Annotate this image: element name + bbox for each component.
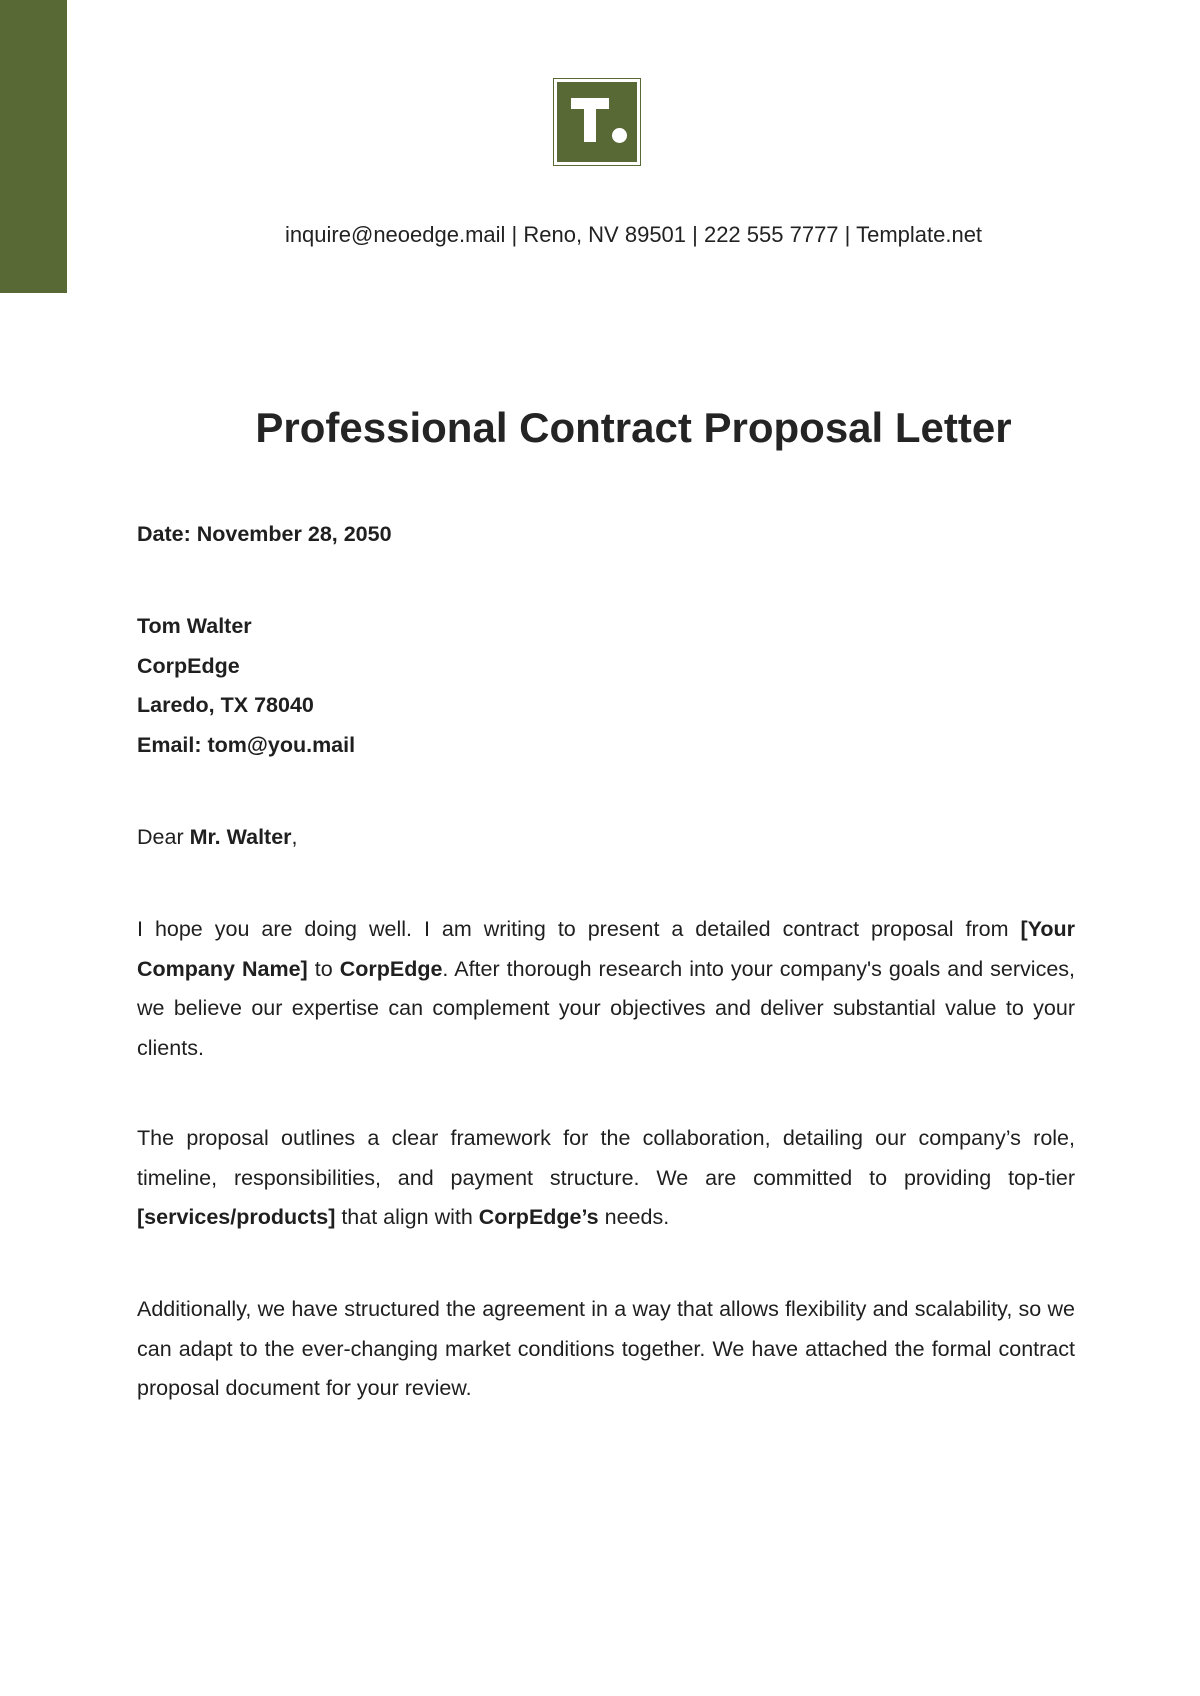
recipient-company-mention: CorpEdge’s — [478, 1205, 599, 1230]
recipient-name: Tom Walter — [137, 614, 252, 638]
body-paragraph-1 — [137, 910, 1075, 1068]
paragraph-text: to — [307, 956, 340, 981]
recipient-address: Laredo, TX 78040 — [137, 693, 314, 718]
template-logo-icon — [553, 78, 641, 166]
placeholder-services-products: [services/products] — [137, 1205, 336, 1230]
paragraph-text: Additionally, we have structured the agreement in a way that allows flexibility and scalability, so we can adapt to the ever-changing market conditions together. We have attached the formal contract proposal document for your review. — [137, 1297, 1075, 1401]
salutation-name: Mr. Walter — [189, 825, 292, 849]
logo-mark — [557, 82, 637, 162]
recipient-company-mention: CorpEdge — [339, 956, 443, 981]
body-paragraph-3 — [137, 1290, 1075, 1409]
page-title: Professional Contract Proposal Letter — [255, 404, 1012, 451]
body-paragraph-2 — [137, 1119, 1075, 1238]
paragraph-text: needs. — [598, 1205, 670, 1230]
paragraph-text: I hope you are doing well. I am writing to present a detailed contract proposal from — [137, 917, 1021, 941]
paragraph-text: that align with — [335, 1205, 479, 1230]
recipient-email: Email: tom@you.mail — [137, 732, 356, 757]
logo-dot — [612, 128, 627, 143]
recipient-block — [137, 607, 1075, 765]
recipient-company: CorpEdge — [137, 653, 240, 678]
paragraph-text: The proposal outlines a clear framework for the collaboration, detailing our company’s role, timeline, responsibilities, and payment structure. We are committed to providing top-tier — [137, 1126, 1075, 1190]
salutation — [137, 818, 1075, 858]
salutation-suffix: , — [291, 825, 298, 849]
logo-letter-t-stem — [584, 98, 596, 142]
accent-side-bar — [0, 0, 67, 293]
contact-line: inquire@neoedge.mail | Reno, NV 89501 | 222 555 7777 | Template.net — [284, 222, 983, 247]
salutation-prefix: Dear — [137, 825, 190, 849]
paragraph-text: . After thorough research into your company's goals and services, we believe our expertise can complement your objectives and deliver substantial value to your clients. — [137, 956, 1075, 1060]
letter-date: Date: November 28, 2050 — [137, 522, 392, 546]
placeholder-company-name: [Your Company Name] — [137, 917, 1075, 981]
